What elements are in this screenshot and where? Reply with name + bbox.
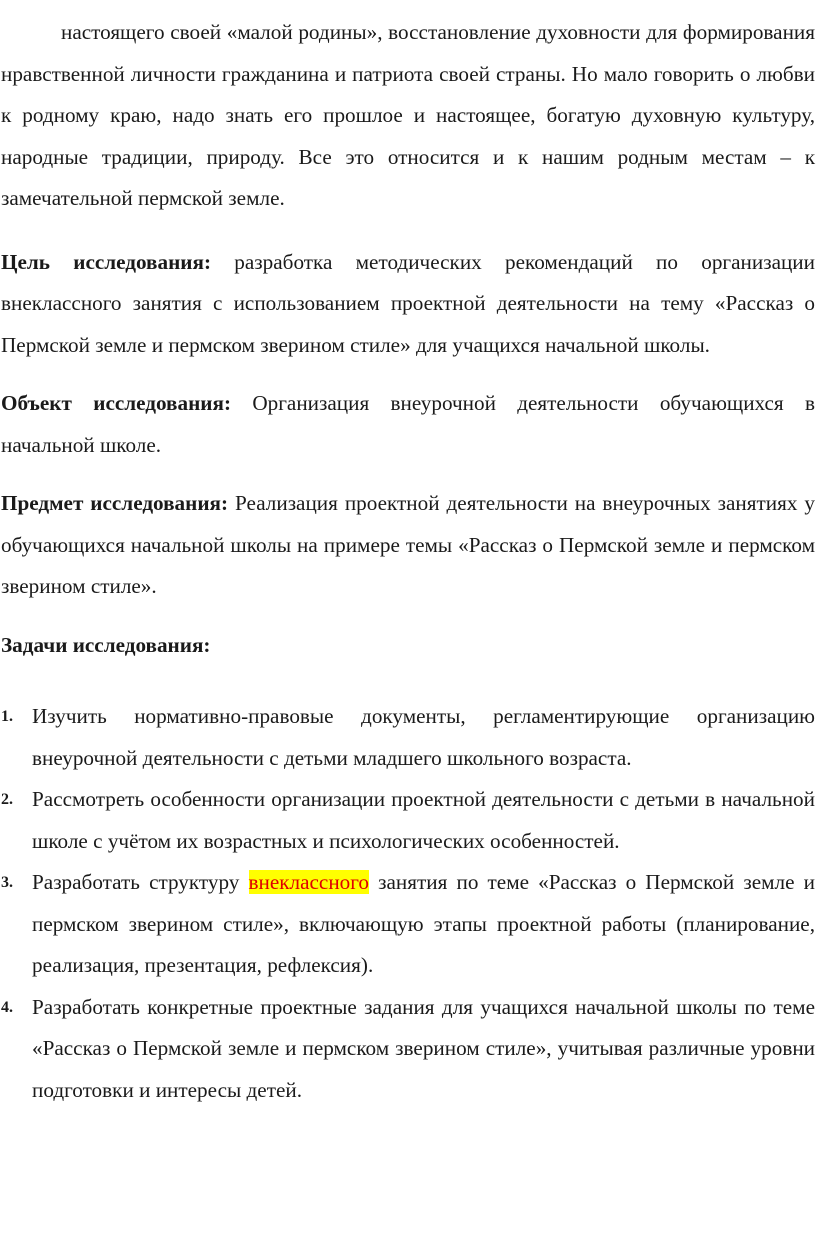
highlighted-word bbox=[249, 870, 370, 894]
list-item bbox=[1, 696, 815, 779]
list-item-text: Изучить нормативно-правовые документы, регламентирующие организацию внеурочной деятельности с детьми младшего школьного возраста. bbox=[32, 704, 815, 770]
object-label: Объект исследования: bbox=[1, 391, 232, 415]
list-item bbox=[1, 862, 815, 987]
subject-label: Предмет исследования: bbox=[1, 491, 229, 515]
list-item bbox=[1, 987, 815, 1112]
intro-paragraph: настоящего своей «малой родины», восстановление духовности для формирования нравственной личности гражданина и патриота своей страны. Но мало говорить о любви к родному краю, надо знать его прошлое и настоящее, богатую духовную культуру, народные традиции, природу. Все это относится и к нашим родным местам – к замечательной пермской земле. bbox=[1, 20, 815, 210]
goal-text: разработка методических рекомендаций по организации внеклассного занятия с использованием проектной деятельности на тему «Рассказ о Пермской земле и пермском зверином стиле» для учащихся начальной школы. bbox=[1, 249, 815, 357]
list-item-number: 2. bbox=[1, 791, 13, 808]
list-item-text-after: занятия по теме «Рассказ о Пермской земле и пермском зверином стиле», включающую этапы проектной работы (планирование, реализация, презентация, рефлексия). bbox=[32, 870, 815, 977]
tasks-list bbox=[1, 696, 815, 1111]
highlighted-word-text: внеклассного bbox=[248, 870, 370, 894]
goal-label: Цель исследования: bbox=[1, 249, 212, 274]
list-item-number: 4. bbox=[1, 998, 13, 1016]
list-item-text-before: Разработать структуру bbox=[32, 870, 249, 894]
tasks-heading bbox=[1, 625, 815, 667]
tasks-heading-label: Задачи исследования: bbox=[1, 632, 211, 657]
list-item bbox=[1, 779, 815, 862]
subject-paragraph bbox=[1, 483, 815, 608]
object-paragraph bbox=[1, 383, 815, 466]
list-item-text: Разработать конкретные проектные задания для учащихся начальной школы по теме «Рассказ о Пермской земле и пермском зверином стиле», учитывая различные уровни подготовки и интересы детей. bbox=[32, 994, 815, 1102]
object-text: Организация внеурочной деятельности обучающихся в начальной школе. bbox=[1, 391, 816, 457]
goal-paragraph bbox=[1, 242, 815, 367]
list-item-text: Рассмотреть особенности организации проектной деятельности с детьми в начальной школе с учётом их возрастных и психологических особенностей. bbox=[32, 787, 815, 853]
list-item-number: 1. bbox=[1, 708, 13, 725]
subject-text: Реализация проектной деятельности на внеурочных занятиях у обучающихся начальной школы на примере темы «Рассказ о Пермской земле и пермском зверином стиле». bbox=[1, 491, 815, 598]
list-item-number: 3. bbox=[1, 874, 13, 891]
